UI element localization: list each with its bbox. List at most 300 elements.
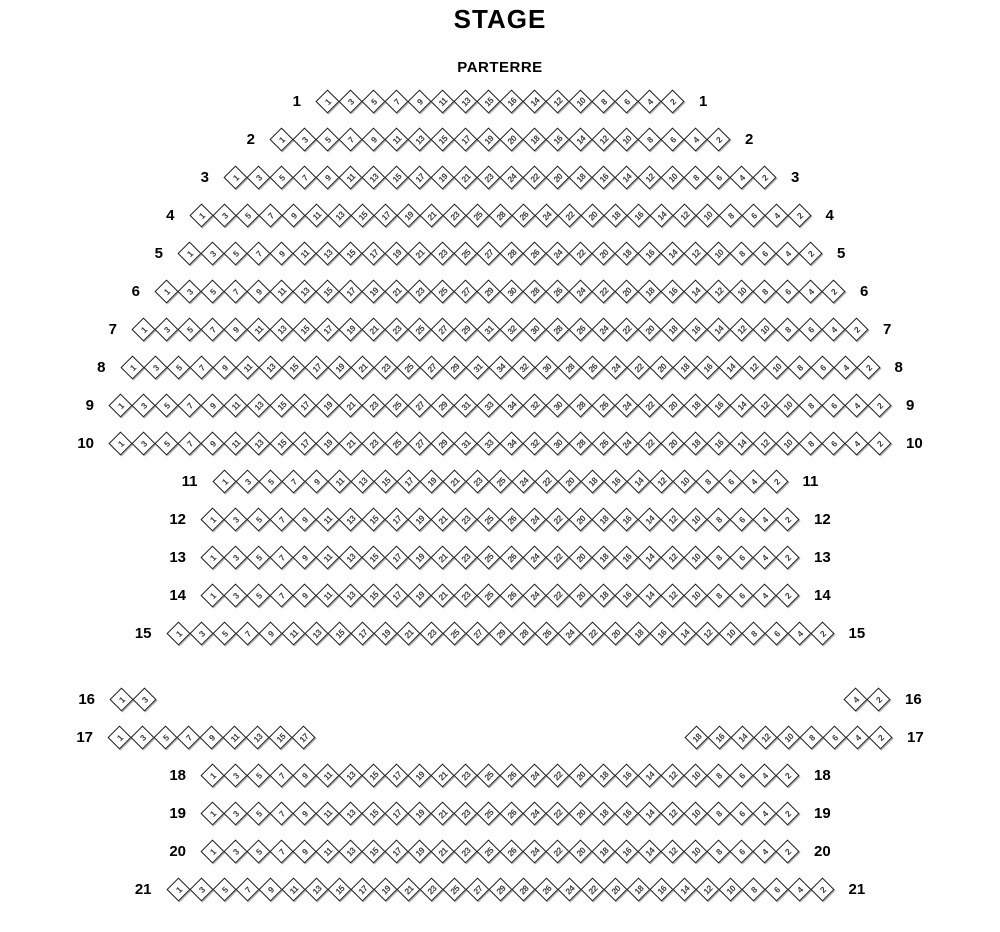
seat[interactable]: [178, 242, 201, 265]
seat[interactable]: [500, 764, 523, 787]
seat[interactable]: [454, 90, 477, 113]
seat[interactable]: [523, 584, 546, 607]
seat[interactable]: [638, 802, 661, 825]
seat[interactable]: [408, 394, 431, 417]
seat[interactable]: [592, 166, 615, 189]
seat[interactable]: [155, 280, 178, 303]
seat[interactable]: [374, 470, 397, 493]
seat[interactable]: [201, 432, 224, 455]
seat[interactable]: [569, 432, 592, 455]
seat[interactable]: [661, 764, 684, 787]
seat[interactable]: [845, 318, 868, 341]
seat[interactable]: [546, 508, 569, 531]
seat[interactable]: [811, 622, 834, 645]
seat[interactable]: [776, 280, 799, 303]
seat[interactable]: [569, 584, 592, 607]
seat[interactable]: [627, 878, 650, 901]
seat[interactable]: [569, 242, 592, 265]
seat[interactable]: [477, 764, 500, 787]
seat[interactable]: [719, 356, 742, 379]
seat[interactable]: [213, 622, 236, 645]
seat[interactable]: [638, 128, 661, 151]
seat[interactable]: [615, 128, 638, 151]
seat[interactable]: [431, 128, 454, 151]
seat[interactable]: [259, 878, 282, 901]
seat[interactable]: [592, 508, 615, 531]
seat[interactable]: [800, 726, 823, 749]
seat[interactable]: [730, 508, 753, 531]
seat[interactable]: [178, 432, 201, 455]
seat[interactable]: [707, 802, 730, 825]
seat[interactable]: [753, 584, 776, 607]
seat[interactable]: [454, 318, 477, 341]
seat[interactable]: [339, 546, 362, 569]
seat[interactable]: [408, 242, 431, 265]
seat[interactable]: [730, 802, 753, 825]
seat[interactable]: [776, 318, 799, 341]
seat[interactable]: [477, 318, 500, 341]
seat[interactable]: [615, 318, 638, 341]
seat[interactable]: [523, 764, 546, 787]
seat[interactable]: [845, 394, 868, 417]
seat[interactable]: [292, 726, 315, 749]
seat[interactable]: [696, 470, 719, 493]
seat[interactable]: [638, 840, 661, 863]
seat[interactable]: [684, 764, 707, 787]
seat[interactable]: [650, 356, 673, 379]
seat[interactable]: [638, 764, 661, 787]
seat[interactable]: [776, 508, 799, 531]
seat[interactable]: [454, 166, 477, 189]
seat[interactable]: [638, 318, 661, 341]
seat[interactable]: [431, 546, 454, 569]
seat[interactable]: [673, 470, 696, 493]
seat[interactable]: [305, 878, 328, 901]
seat[interactable]: [500, 432, 523, 455]
seat[interactable]: [270, 840, 293, 863]
seat[interactable]: [155, 432, 178, 455]
seat[interactable]: [535, 470, 558, 493]
seat[interactable]: [374, 878, 397, 901]
seat[interactable]: [661, 508, 684, 531]
seat[interactable]: [673, 356, 696, 379]
seat[interactable]: [868, 394, 891, 417]
seat[interactable]: [581, 622, 604, 645]
seat[interactable]: [742, 878, 765, 901]
seat[interactable]: [707, 318, 730, 341]
seat[interactable]: [270, 128, 293, 151]
seat[interactable]: [374, 622, 397, 645]
seat[interactable]: [236, 878, 259, 901]
seat[interactable]: [270, 242, 293, 265]
seat[interactable]: [822, 318, 845, 341]
seat[interactable]: [765, 204, 788, 227]
seat[interactable]: [765, 356, 788, 379]
seat[interactable]: [339, 166, 362, 189]
seat[interactable]: [638, 584, 661, 607]
seat[interactable]: [477, 242, 500, 265]
seat[interactable]: [500, 394, 523, 417]
seat[interactable]: [328, 470, 351, 493]
seat[interactable]: [316, 840, 339, 863]
seat[interactable]: [684, 318, 707, 341]
seat[interactable]: [500, 802, 523, 825]
seat[interactable]: [270, 318, 293, 341]
seat[interactable]: [707, 546, 730, 569]
seat[interactable]: [512, 878, 535, 901]
seat[interactable]: [661, 90, 684, 113]
seat[interactable]: [259, 622, 282, 645]
seat[interactable]: [144, 356, 167, 379]
seat[interactable]: [282, 470, 305, 493]
seat[interactable]: [431, 584, 454, 607]
seat[interactable]: [224, 584, 247, 607]
seat[interactable]: [270, 508, 293, 531]
seat[interactable]: [305, 204, 328, 227]
seat[interactable]: [374, 204, 397, 227]
seat[interactable]: [512, 204, 535, 227]
seat[interactable]: [316, 318, 339, 341]
seat[interactable]: [558, 204, 581, 227]
seat[interactable]: [454, 584, 477, 607]
seat[interactable]: [523, 840, 546, 863]
seat[interactable]: [707, 166, 730, 189]
seat[interactable]: [213, 470, 236, 493]
seat[interactable]: [316, 546, 339, 569]
seat[interactable]: [776, 802, 799, 825]
seat[interactable]: [155, 318, 178, 341]
seat[interactable]: [420, 622, 443, 645]
seat[interactable]: [719, 878, 742, 901]
seat[interactable]: [408, 764, 431, 787]
seat[interactable]: [500, 546, 523, 569]
seat[interactable]: [523, 280, 546, 303]
seat[interactable]: [408, 318, 431, 341]
seat[interactable]: [627, 470, 650, 493]
seat[interactable]: [523, 128, 546, 151]
seat[interactable]: [362, 166, 385, 189]
seat[interactable]: [385, 508, 408, 531]
seat[interactable]: [730, 280, 753, 303]
seat[interactable]: [270, 546, 293, 569]
seat[interactable]: [316, 128, 339, 151]
seat[interactable]: [627, 622, 650, 645]
seat[interactable]: [477, 280, 500, 303]
seat[interactable]: [443, 470, 466, 493]
seat[interactable]: [742, 622, 765, 645]
seat[interactable]: [546, 394, 569, 417]
seat[interactable]: [707, 394, 730, 417]
seat[interactable]: [650, 622, 673, 645]
seat[interactable]: [420, 356, 443, 379]
seat[interactable]: [799, 280, 822, 303]
seat[interactable]: [213, 878, 236, 901]
seat[interactable]: [362, 546, 385, 569]
seat[interactable]: [788, 356, 811, 379]
seat[interactable]: [339, 802, 362, 825]
seat[interactable]: [753, 432, 776, 455]
seat[interactable]: [684, 584, 707, 607]
seat[interactable]: [523, 432, 546, 455]
seat[interactable]: [776, 546, 799, 569]
seat[interactable]: [558, 878, 581, 901]
seat[interactable]: [489, 470, 512, 493]
seat[interactable]: [730, 764, 753, 787]
seat[interactable]: [201, 318, 224, 341]
seat[interactable]: [201, 584, 224, 607]
seat[interactable]: [822, 394, 845, 417]
seat[interactable]: [109, 394, 132, 417]
seat[interactable]: [753, 394, 776, 417]
seat[interactable]: [408, 128, 431, 151]
seat[interactable]: [558, 470, 581, 493]
seat[interactable]: [569, 280, 592, 303]
seat[interactable]: [477, 90, 500, 113]
seat[interactable]: [224, 280, 247, 303]
seat[interactable]: [592, 128, 615, 151]
seat[interactable]: [454, 508, 477, 531]
seat[interactable]: [293, 546, 316, 569]
seat[interactable]: [247, 546, 270, 569]
seat[interactable]: [351, 622, 374, 645]
seat[interactable]: [523, 508, 546, 531]
seat[interactable]: [155, 394, 178, 417]
seat[interactable]: [339, 432, 362, 455]
seat[interactable]: [615, 166, 638, 189]
seat[interactable]: [523, 802, 546, 825]
seat[interactable]: [293, 840, 316, 863]
seat[interactable]: [339, 280, 362, 303]
seat[interactable]: [569, 318, 592, 341]
seat[interactable]: [316, 802, 339, 825]
seat[interactable]: [385, 764, 408, 787]
seat[interactable]: [788, 878, 811, 901]
seat[interactable]: [454, 128, 477, 151]
seat[interactable]: [431, 802, 454, 825]
seat[interactable]: [443, 356, 466, 379]
seat[interactable]: [730, 432, 753, 455]
seat[interactable]: [167, 356, 190, 379]
seat[interactable]: [569, 90, 592, 113]
seat[interactable]: [270, 280, 293, 303]
seat[interactable]: [305, 622, 328, 645]
seat[interactable]: [753, 546, 776, 569]
seat[interactable]: [500, 584, 523, 607]
seat[interactable]: [420, 204, 443, 227]
seat[interactable]: [707, 128, 730, 151]
seat[interactable]: [661, 280, 684, 303]
seat[interactable]: [224, 840, 247, 863]
seat[interactable]: [351, 356, 374, 379]
seat[interactable]: [385, 90, 408, 113]
seat[interactable]: [431, 394, 454, 417]
seat[interactable]: [167, 878, 190, 901]
seat[interactable]: [408, 280, 431, 303]
seat[interactable]: [615, 802, 638, 825]
seat[interactable]: [822, 280, 845, 303]
seat[interactable]: [246, 726, 269, 749]
seat[interactable]: [569, 764, 592, 787]
seat[interactable]: [362, 280, 385, 303]
seat[interactable]: [592, 242, 615, 265]
seat[interactable]: [822, 432, 845, 455]
seat[interactable]: [569, 802, 592, 825]
seat[interactable]: [431, 840, 454, 863]
seat[interactable]: [247, 840, 270, 863]
seat[interactable]: [708, 726, 731, 749]
seat[interactable]: [247, 280, 270, 303]
seat[interactable]: [638, 546, 661, 569]
seat[interactable]: [776, 432, 799, 455]
seat[interactable]: [638, 242, 661, 265]
seat[interactable]: [328, 622, 351, 645]
seat[interactable]: [638, 280, 661, 303]
seat[interactable]: [604, 204, 627, 227]
seat[interactable]: [661, 128, 684, 151]
seat[interactable]: [201, 840, 224, 863]
seat[interactable]: [385, 318, 408, 341]
seat[interactable]: [719, 622, 742, 645]
seat[interactable]: [592, 90, 615, 113]
seat[interactable]: [592, 394, 615, 417]
seat[interactable]: [500, 508, 523, 531]
seat[interactable]: [661, 802, 684, 825]
seat[interactable]: [270, 802, 293, 825]
seat[interactable]: [385, 166, 408, 189]
seat[interactable]: [546, 840, 569, 863]
seat[interactable]: [133, 688, 156, 711]
seat[interactable]: [282, 878, 305, 901]
seat[interactable]: [316, 90, 339, 113]
seat[interactable]: [385, 394, 408, 417]
seat[interactable]: [489, 356, 512, 379]
seat[interactable]: [523, 90, 546, 113]
seat[interactable]: [201, 280, 224, 303]
seat[interactable]: [823, 726, 846, 749]
seat[interactable]: [753, 764, 776, 787]
seat[interactable]: [546, 432, 569, 455]
seat[interactable]: [224, 508, 247, 531]
seat[interactable]: [684, 166, 707, 189]
seat[interactable]: [443, 878, 466, 901]
seat[interactable]: [615, 840, 638, 863]
seat[interactable]: [500, 280, 523, 303]
seat[interactable]: [765, 470, 788, 493]
seat[interactable]: [673, 204, 696, 227]
seat[interactable]: [293, 764, 316, 787]
seat[interactable]: [201, 546, 224, 569]
seat[interactable]: [604, 356, 627, 379]
seat[interactable]: [454, 432, 477, 455]
seat[interactable]: [684, 802, 707, 825]
seat[interactable]: [224, 432, 247, 455]
seat[interactable]: [719, 470, 742, 493]
seat[interactable]: [546, 764, 569, 787]
seat[interactable]: [454, 242, 477, 265]
seat[interactable]: [466, 622, 489, 645]
seat[interactable]: [397, 356, 420, 379]
seat[interactable]: [362, 90, 385, 113]
seat[interactable]: [707, 840, 730, 863]
seat[interactable]: [132, 318, 155, 341]
seat[interactable]: [731, 726, 754, 749]
seat[interactable]: [247, 432, 270, 455]
seat[interactable]: [776, 584, 799, 607]
seat[interactable]: [420, 470, 443, 493]
seat[interactable]: [132, 432, 155, 455]
seat[interactable]: [362, 764, 385, 787]
seat[interactable]: [282, 204, 305, 227]
seat[interactable]: [581, 356, 604, 379]
seat[interactable]: [845, 432, 868, 455]
seat[interactable]: [408, 432, 431, 455]
seat[interactable]: [868, 432, 891, 455]
seat[interactable]: [857, 356, 880, 379]
seat[interactable]: [489, 878, 512, 901]
seat[interactable]: [431, 764, 454, 787]
seat[interactable]: [730, 166, 753, 189]
seat[interactable]: [730, 584, 753, 607]
seat[interactable]: [477, 840, 500, 863]
seat[interactable]: [673, 622, 696, 645]
seat[interactable]: [569, 394, 592, 417]
seat[interactable]: [293, 432, 316, 455]
seat[interactable]: [259, 356, 282, 379]
seat[interactable]: [339, 242, 362, 265]
seat[interactable]: [408, 90, 431, 113]
seat[interactable]: [742, 204, 765, 227]
seat[interactable]: [397, 622, 420, 645]
seat[interactable]: [523, 394, 546, 417]
seat[interactable]: [535, 356, 558, 379]
seat[interactable]: [316, 584, 339, 607]
seat[interactable]: [339, 764, 362, 787]
seat[interactable]: [592, 584, 615, 607]
seat[interactable]: [753, 318, 776, 341]
seat[interactable]: [742, 470, 765, 493]
seat[interactable]: [224, 318, 247, 341]
seat[interactable]: [753, 840, 776, 863]
seat[interactable]: [558, 356, 581, 379]
seat[interactable]: [477, 432, 500, 455]
seat[interactable]: [592, 764, 615, 787]
seat[interactable]: [753, 508, 776, 531]
seat[interactable]: [615, 508, 638, 531]
seat[interactable]: [201, 394, 224, 417]
seat[interactable]: [431, 90, 454, 113]
seat[interactable]: [316, 508, 339, 531]
seat[interactable]: [247, 584, 270, 607]
seat[interactable]: [523, 242, 546, 265]
seat[interactable]: [650, 204, 673, 227]
seat[interactable]: [454, 546, 477, 569]
seat[interactable]: [523, 318, 546, 341]
seat[interactable]: [339, 318, 362, 341]
seat[interactable]: [546, 242, 569, 265]
seat[interactable]: [546, 546, 569, 569]
seat[interactable]: [328, 356, 351, 379]
seat[interactable]: [558, 622, 581, 645]
seat[interactable]: [293, 802, 316, 825]
seat[interactable]: [408, 840, 431, 863]
seat[interactable]: [707, 584, 730, 607]
seat[interactable]: [707, 508, 730, 531]
seat[interactable]: [592, 546, 615, 569]
seat[interactable]: [615, 764, 638, 787]
seat[interactable]: [339, 394, 362, 417]
seat[interactable]: [512, 470, 535, 493]
seat[interactable]: [431, 166, 454, 189]
